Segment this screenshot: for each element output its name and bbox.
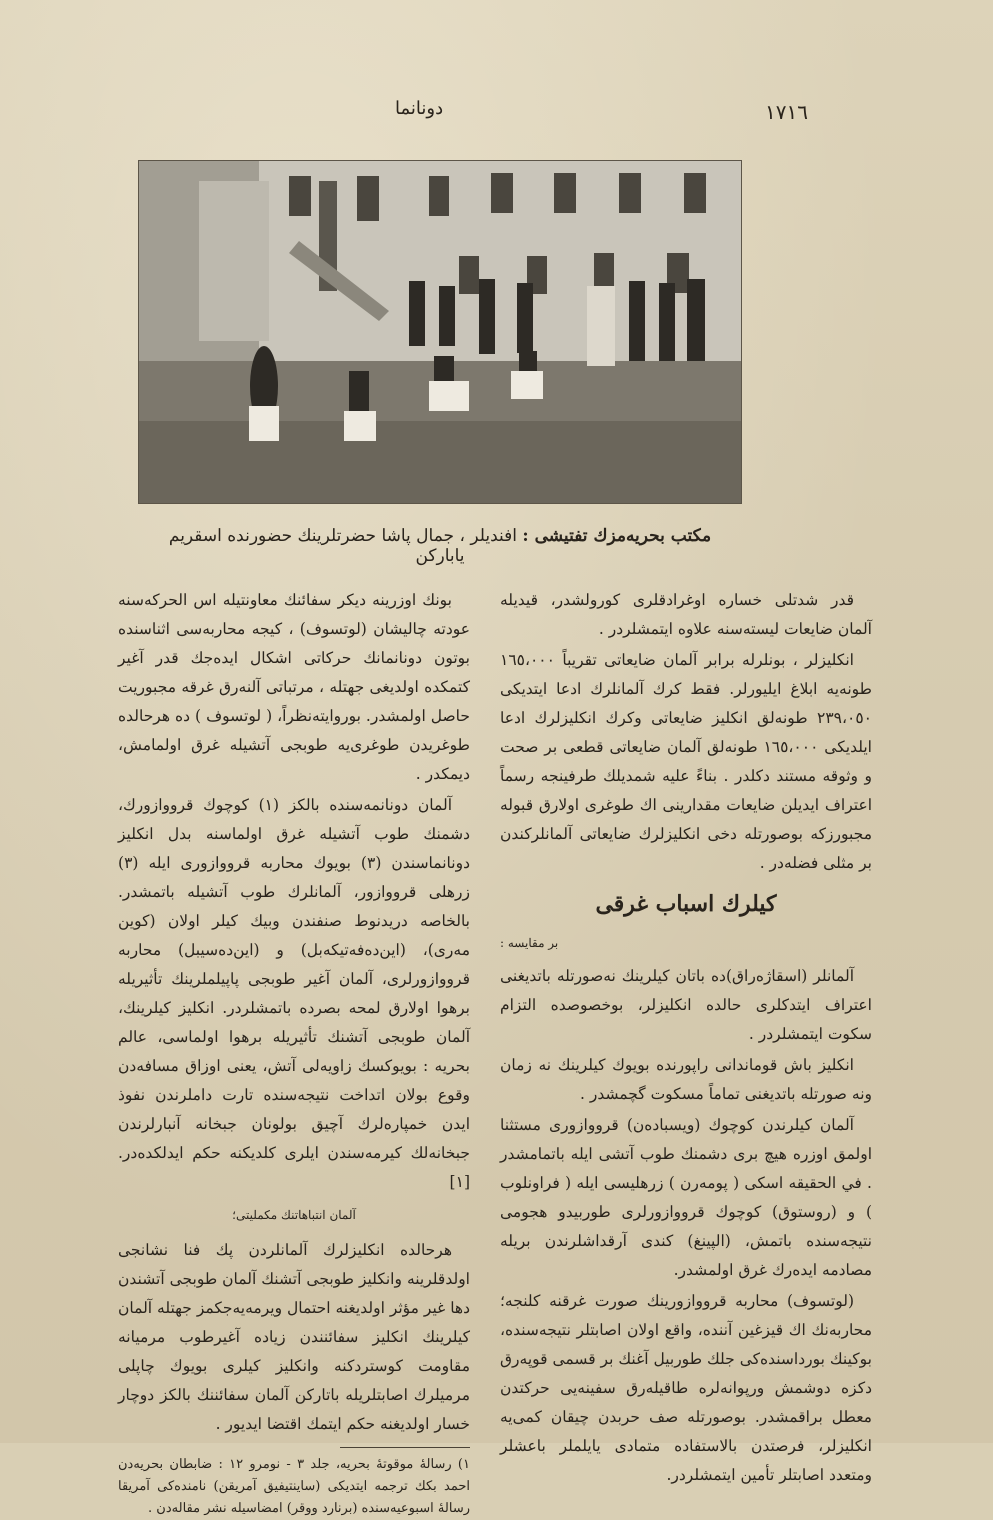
paragraph: انكليز باش قوماندانى راپورنده بويوك كيلرينك نه زمان ونه صورتله باتديغنى تماماً مسكوت گچمشدر . [500, 1056, 872, 1103]
left-column [118, 586, 470, 1520]
paragraph: آلمانلر (اسقاژه‌راق)ده باتان كيلرينك نه‌صورتله باتديغنى اعتراف ايتدكلرى حالده انكليزلر، بوخصوصده التزام سكوت ايتمشلردر . [500, 967, 872, 1043]
page-number: ١٧١٦ [765, 100, 808, 124]
paragraph: آلمان دونانمه‌سنده بالكز (١) كوچوك قرووازورك، دشمنك طوب آتشيله غرق اولماسنه بدل انكليز دونانماسندن (٣) بويوك محاربه قرووازورى ايله (٣) زرهلى قرووازور، آلمانلرك طوب آتشيله باتمشدر. بالخاصه دريدنوط صنفندن وبيك كيلر اولان (كوين مه‌رى)، (اين‌ده‌فه‌تيكه‌بل) و (اين‌ده‌سيبل) محاربه قرووازورلرى، آلمان آغير طوبجى پاپيلملرينك تأثيريله برهوا اولارق لمحه بصرده باتمشلردر. انكليز كيلرينك، آلمان طوبجى آتشنك تأثيريله برهوا اولماسى، عالم بحريه : بويوكسك زاويه‌لى آتش، يعنى اوزاق مسافه‌دن وقوع بولان اتداخت نتيجه‌سنده تارت داملرندن نفوذ ايدن خمپاره‌لرك آچيق بولونان جبخانه آنبارلرندن جبخانه‌لك كيرمه‌سندن ايلرى كلديكنه حكم ايدلكده‌در. [١] [118, 796, 470, 1191]
footnote-divider [340, 1447, 470, 1448]
photo-fencing-practice-image [139, 161, 741, 503]
section-title: كيلرك اسباب غرقى [595, 891, 777, 917]
paragraph: انكليزلر ، بونلرله برابر آلمان ضايعاتى تقريباً ١٦٥،٠٠٠ طونه‌يه ابلاغ ايليورلر. فقط كرك آلمانلرك ادعا ايتديكى ٢٣٩،٠٥٠ طونه‌لق انكليز ضايعاتى وكرك انكليزلرك ادعا ايلديكى ١٦٥،٠٠٠ طونه‌لق آلمان ضايعاتى قطعى بر صحت و وثوقه مستند دكلدر . بناءً عليه شمديلك طرفينجه رسماً اعتراف ايديلن ضايعات مقدارينى اك طوغرى اولارق قبوله مجبورزكه بوصورتله دخى انكليزلرك ضايعاتى آلمانلركندن بر مثلى فضله‌در . [500, 651, 872, 872]
subheading: آلمان انتباهاتنك مكمليتى؛ [232, 1208, 356, 1222]
caption-head: مكتب بحريه‌مزك تفتيشى : [522, 526, 712, 546]
paragraph: (لوتسوف) محاربه قرووازورينك صورت غرقنه كلنجه؛ محاربه‌نك اك قيزغين آننده، واقع اولان اصابتلر نتيجه‌سنده، بوكينك بورداسنده‌كى جلك طوربيل آغنك بر قسمى قوپه‌رق دكزه دوشمش ورپوانه‌لره طاقيله‌رق سفينه‌يى حركتدن معطل براقمشدر. بوصورتله صف حربدن چيقان كمى‌يه انكليزلر، فرصتدن بالاستفاده متمادى يايلملر باعشلر ومتعدد اصابتلر تأمين ايتمشلردر. [500, 1292, 872, 1484]
source-note: بر مقايسه : [500, 936, 559, 950]
right-column [500, 586, 872, 1492]
figure-caption [160, 526, 720, 566]
halftone-photograph [138, 160, 742, 504]
paragraph: بونك اوزرينه ديكر سفائنك معاونتيله اس الحركه‌سنه عودته چاليشان (لوتسوف) ، كيجه محاربه‌سى اثناسنده بوتون دونانمانك حركاتى اشكال ايده‌جك قدر آغير كتمكده اولديغى جهتله ، مرتباتى آلنه‌رق غرقه مجبوريت حاصل اولمشدر. بوروايته‌نظراً، ( لوتسوف ) ده هرحالده طوغريدن طوغرى‌يه طوبجى آتشيله غرق اولمامش، ديمكدر . [118, 591, 470, 783]
footnote: ١) رسالهٔ موقوتهٔ بحريه، جلد ٣ - نومرو ١٢ : ضابطان بحريه‌دن احمد بكك ترجمه ايتديكى (ساينتيفيق آمريقن) نامنده‌كى آمريقا رسالهٔ اسبوعيه‌سنده (برنارد ووقر) امضاسيله نشر مقاله‌دن . [118, 1457, 470, 1516]
paragraph: آلمان كيلرندن كوچوك (ويسبادەن) قرووازورى مستثنا اولمق اوزره هيچ برى دشمنك طوب آتشى ايله باتمامشدر . في الحقيقه اسكى ( پومه‌رن ) زرهليسى ايله ( فراونلوب ) و (روستوق) كوچوك قرووازورلرى طوربيدو هجومى نتيجه‌سنده باتمش، (الپينغ) كندى آرقداشلرندن بريله مصادمه ايده‌رك غرق اولمشدر. [500, 1116, 872, 1279]
paragraph: قدر شدتلى خساره اوغرادقلرى كورولشدر، قيديله آلمان ضايعات ليسته‌سنه علاوه ايتمشلردر . [500, 591, 872, 638]
paragraph: هرحالده انكليزلرك آلمانلردن پك فنا نشانجى اولدقلرينه وانكليز طوبجى آتشنك آلمان طوبجى آتشندن دها غير مؤثر اولديغنه احتمال ويرمه‌يه‌جكمز جهتله آلمان كيلرينك انكليز سفائنندن زياده آغيرطوب مرميانه مقاومت كوستردكنه وانكليز كيلرى بويوك چاپلى مرميلرك اصابتلريله باتاركن آلمان سفائننك بالكز دوچار خسار اولديغنه حكم ايتمك اقتضا ايديور . [118, 1241, 470, 1433]
running-title: دونانما [395, 98, 444, 119]
caption-body: افنديلر ، جمال پاشا حضرتلرينك حضورنده اسقريم يابارکن [168, 526, 517, 566]
